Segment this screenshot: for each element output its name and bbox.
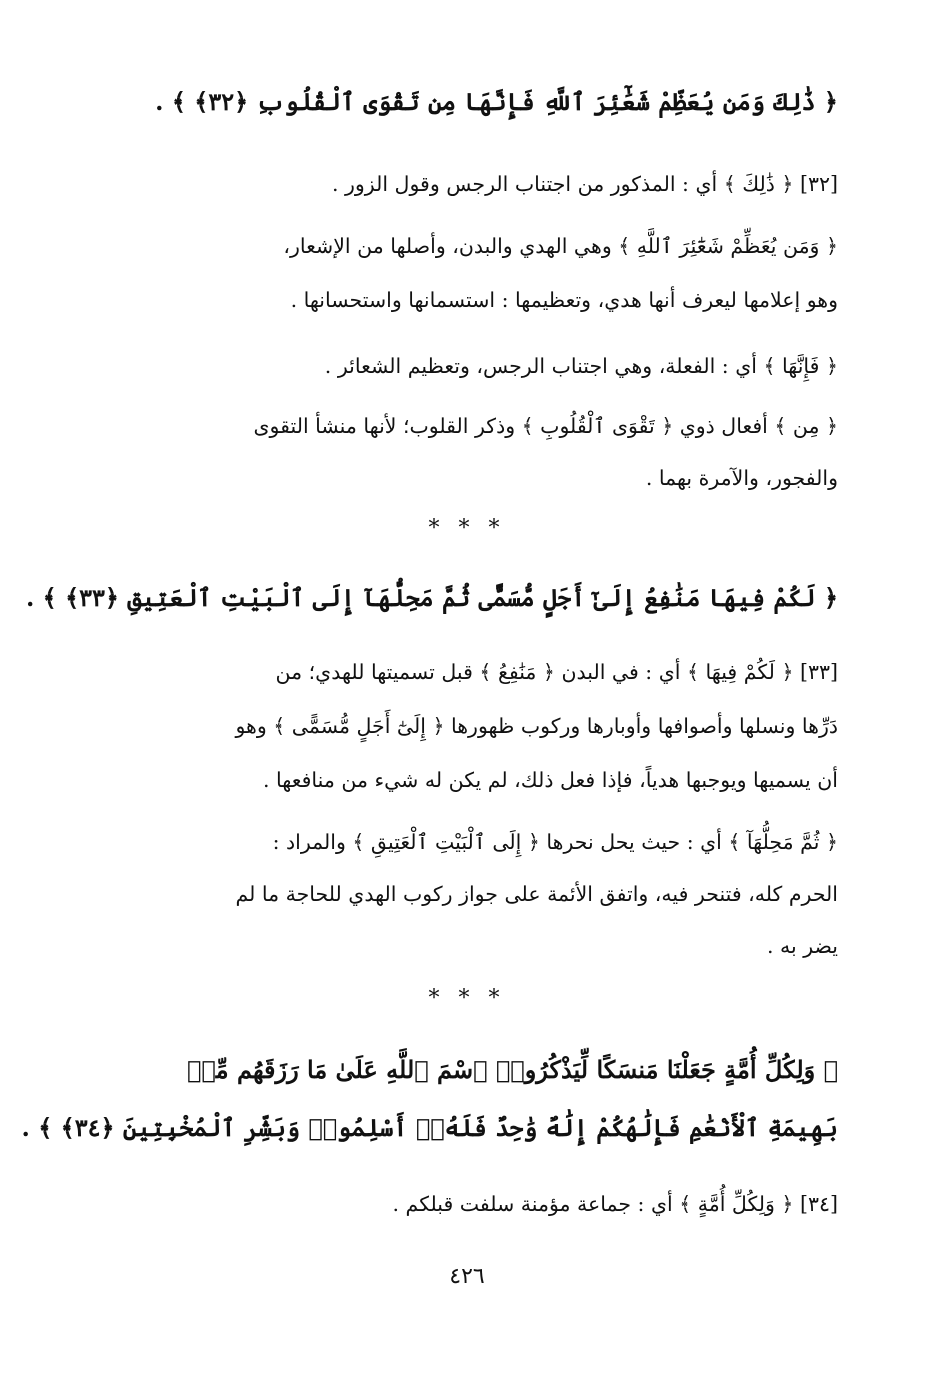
section-separator: * * * bbox=[428, 986, 506, 1011]
section-separator: * * * bbox=[428, 516, 506, 541]
commentary-33-line-4: ﴿ ثُمَّ مَحِلُّهَآ ﴾ أي : حيث يحل نحرها ﴿ إِلَى ٱلْبَيْتِ ٱلْعَتِيقِ ﴾ والمراد : bbox=[272, 830, 838, 854]
commentary-32-line-1: [٣٢] ﴿ ذَٰلِكَ ﴾ أي : المذكور من اجتناب الرجس وقول الزور . bbox=[331, 172, 838, 196]
verse-34-line-1: ﴿ وَلِكُلِّ أُمَّةٍ جَعَلْنَا مَنسَكًا لِّيَذْكُرُوا۟ ٱسْمَ ٱللَّهِ عَلَىٰ مَا رَزَقَهُم مِّنۢ bbox=[186, 1055, 838, 1084]
commentary-33-line-5: الحرم كله، فتنحر فيه، واتفق الأئمة على جواز ركوب الهدي للحاجة ما لم bbox=[235, 882, 838, 906]
commentary-32-line-5: ﴿ مِن ﴾ أفعال ذوي ﴿ تَقْوَى ٱلْقُلُوبِ ﴾ وذكر القلوب؛ لأنها منشأ التقوى bbox=[253, 414, 838, 438]
verse-33: ﴿ لَكُمْ فِيهَا مَنَٰفِعُ إِلَىٰٓ أَجَلٍ مُّسَمًّى ثُمَّ مَحِلُّهَآ إِلَى ٱلْبَيْتِ ٱلْعَتِيقِ ﴿٣٣﴾ ﴾ . bbox=[25, 583, 838, 612]
commentary-32-line-4: ﴿ فَإِنَّهَا ﴾ أي : الفعلة، وهي اجتناب الرجس، وتعظيم الشعائر . bbox=[324, 354, 838, 378]
commentary-33-line-3: أن يسميها ويوجبها هدياً، فإذا فعل ذلك، لم يكن له شيء من منافعها . bbox=[263, 768, 838, 792]
commentary-32-line-3: وهو إعلامها ليعرف أنها هدي، وتعظيمها : استسمانها واستحسانها . bbox=[290, 288, 838, 312]
verse-34-line-2: بَهِيمَةِ ٱلْأَنْعَٰمِ فَإِلَٰهُكُمْ إِلَٰهٌ وَٰحِدٌ فَلَهُۥٓ أَسْلِمُوا۟ وَبَشِّرِ ٱلْمُخْبِتِينَ ﴿٣٤﴾ ﴾ . bbox=[21, 1113, 838, 1142]
commentary-33-line-6: يضر به . bbox=[766, 934, 838, 958]
commentary-33-line-1: [٣٣] ﴿ لَكُمْ فِيهَا ﴾ أي : في البدن ﴿ مَنَٰفِعُ ﴾ قبل تسميتها للهدي؛ من bbox=[275, 660, 838, 684]
page-number: ٤٢٦ bbox=[449, 1264, 485, 1289]
commentary-34-line-1: [٣٤] ﴿ وَلِكُلِّ أُمَّةٍ ﴾ أي : جماعة مؤمنة سلفت قبلكم . bbox=[392, 1192, 838, 1216]
commentary-33-line-2: دَرِّها ونسلها وأصوافها وأوبارها وركوب ظهورها ﴿ إِلَىٰٓ أَجَلٍ مُّسَمًّى ﴾ وهو bbox=[235, 714, 838, 738]
commentary-32-line-6: والفجور، والآمرة بهما . bbox=[645, 466, 838, 490]
commentary-32-line-2: ﴿ وَمَن يُعَظِّمْ شَعَٰٓئِرَ ٱللَّهِ ﴾ وهي الهدي والبدن، وأصلها من الإشعار، bbox=[283, 234, 838, 258]
verse-32: ﴿ ذَٰلِكَ وَمَن يُعَظِّمْ شَعَٰٓئِرَ ٱللَّهِ فَإِنَّهَا مِن تَقْوَى ٱلْقُلُوبِ ﴿٣٢﴾ ﴾ . bbox=[155, 87, 838, 116]
